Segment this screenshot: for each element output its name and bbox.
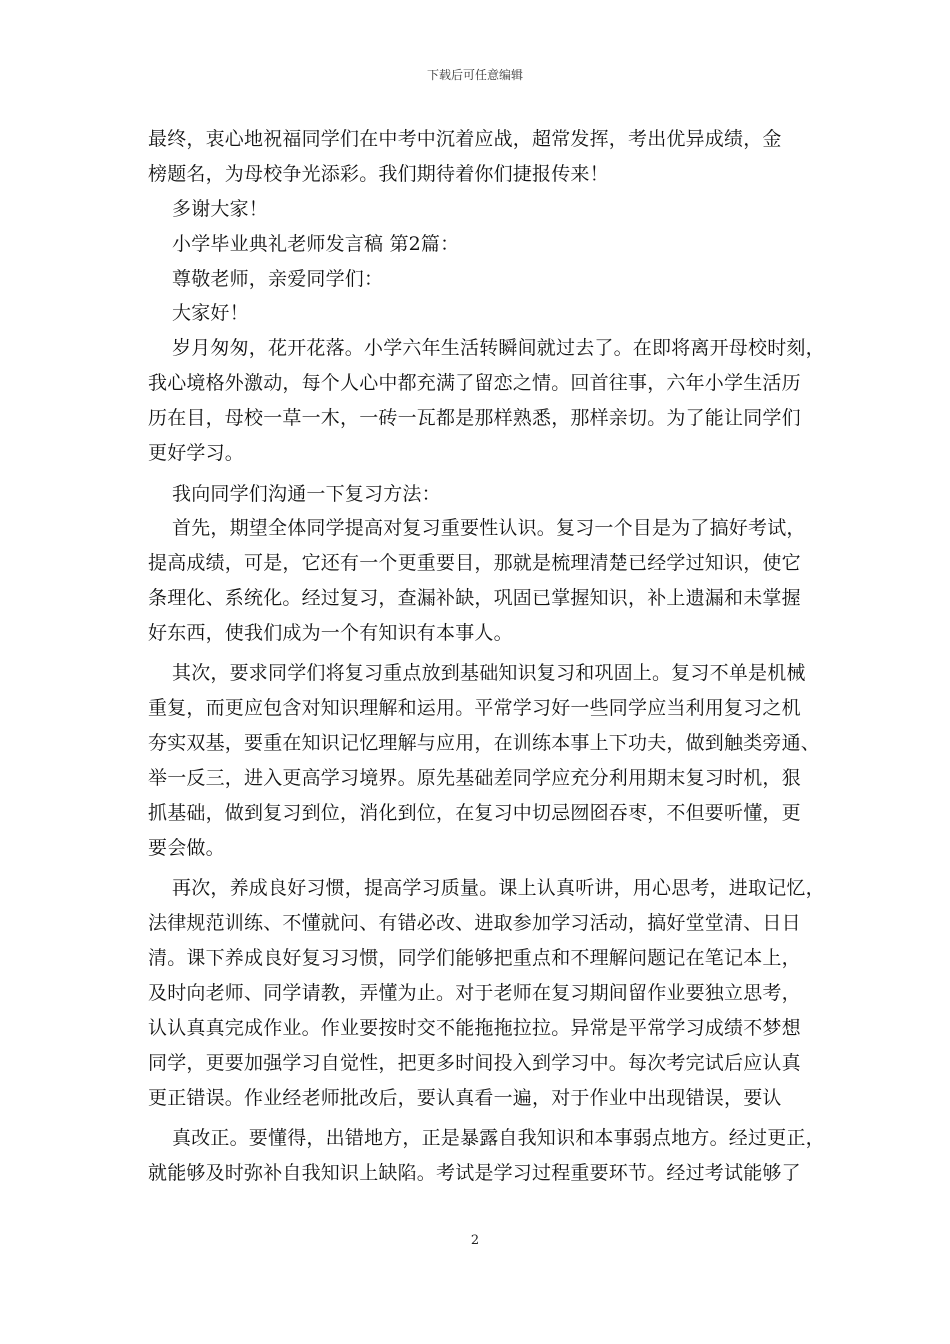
text-line: 抓基础，做到复习到位，消化到位，在复习中切忌囫囵吞枣，不但要听懂，更 <box>148 802 801 824</box>
text-line: 岁月匆匆，花开花落。小学六年生活转瞬间就过去了。在即将离开母校时刻， <box>172 337 825 359</box>
page-header: 下载后可任意编辑 <box>426 68 523 82</box>
text-line: 尊敬老师，亲爱同学们： <box>172 268 384 290</box>
text-line: 榜题名，为母校争光添彩。我们期待着你们捷报传来！ <box>148 163 609 185</box>
text-line: 同学，更要加强学习自觉性，把更多时间投入到学习中。每次考完试后应认真 <box>148 1052 801 1074</box>
text-line: 真改正。要懂得，出错地方，正是暴露自我知识和本事弱点地方。经过更正， <box>172 1127 825 1149</box>
text-line: 再次，养成良好习惯，提高学习质量。课上认真听讲，用心思考，进取记忆， <box>172 877 825 899</box>
text-line: 多谢大家！ <box>172 198 269 220</box>
text-line: 举一反三，进入更高学习境界。原先基础差同学应充分利用期末复习时机，狠 <box>148 767 801 789</box>
text-line: 小学毕业典礼老师发言稿 第2篇： <box>172 233 460 255</box>
text-line: 就能够及时弥补自我知识上缺陷。考试是学习过程重要环节。经过考试能够了 <box>148 1162 801 1184</box>
text-line: 首先，期望全体同学提高对复习重要性认识。复习一个目是为了搞好考试， <box>172 517 806 539</box>
text-line: 我向同学们沟通一下复习方法： <box>172 483 441 505</box>
text-line: 认认真真完成作业。作业要按时交不能拖拖拉拉。异常是平常学习成绩不梦想 <box>148 1017 801 1039</box>
page-number: 2 <box>470 1233 480 1248</box>
text-line: 其次，要求同学们将复习重点放到基础知识复习和巩固上。复习不单是机械 <box>172 662 806 684</box>
text-line: 提高成绩，可是，它还有一个更重要目，那就是梳理清楚已经学过知识，使它 <box>148 552 801 574</box>
text-line: 法律规范训练、不懂就问、有错必改、进取参加学习活动，搞好堂堂清、日日 <box>148 912 801 934</box>
text-line: 大家好！ <box>172 302 249 324</box>
text-line: 夯实双基，要重在知识记忆理解与应用，在训练本事上下功夫，做到触类旁通、 <box>148 732 821 754</box>
text-line: 我心境格外激动，每个人心中都充满了留恋之情。回首往事，六年小学生活历 <box>148 372 801 394</box>
text-line: 清。课下养成良好复习习惯，同学们能够把重点和不理解问题记在笔记本上， <box>148 947 801 969</box>
text-line: 更正错误。作业经老师批改后，要认真看一遍，对于作业中出现错误，要认 <box>148 1087 782 1109</box>
text-line: 条理化、系统化。经过复习，查漏补缺，巩固已掌握知识，补上遗漏和未掌握 <box>148 587 801 609</box>
text-line: 好东西，使我们成为一个有知识有本事人。 <box>148 622 513 644</box>
text-line: 历在目，母校一草一木，一砖一瓦都是那样熟悉，那样亲切。为了能让同学们 <box>148 407 801 429</box>
text-line: 更好学习。 <box>148 442 245 464</box>
text-line: 最终，衷心地祝福同学们在中考中沉着应战，超常发挥，考出优异成绩，金 <box>148 128 782 150</box>
text-line: 及时向老师、同学请教，弄懂为止。对于老师在复习期间留作业要独立思考， <box>148 982 801 1004</box>
text-line: 要会做。 <box>148 837 225 859</box>
text-line: 重复，而更应包含对知识理解和运用。平常学习好一些同学应当利用复习之机 <box>148 697 801 719</box>
